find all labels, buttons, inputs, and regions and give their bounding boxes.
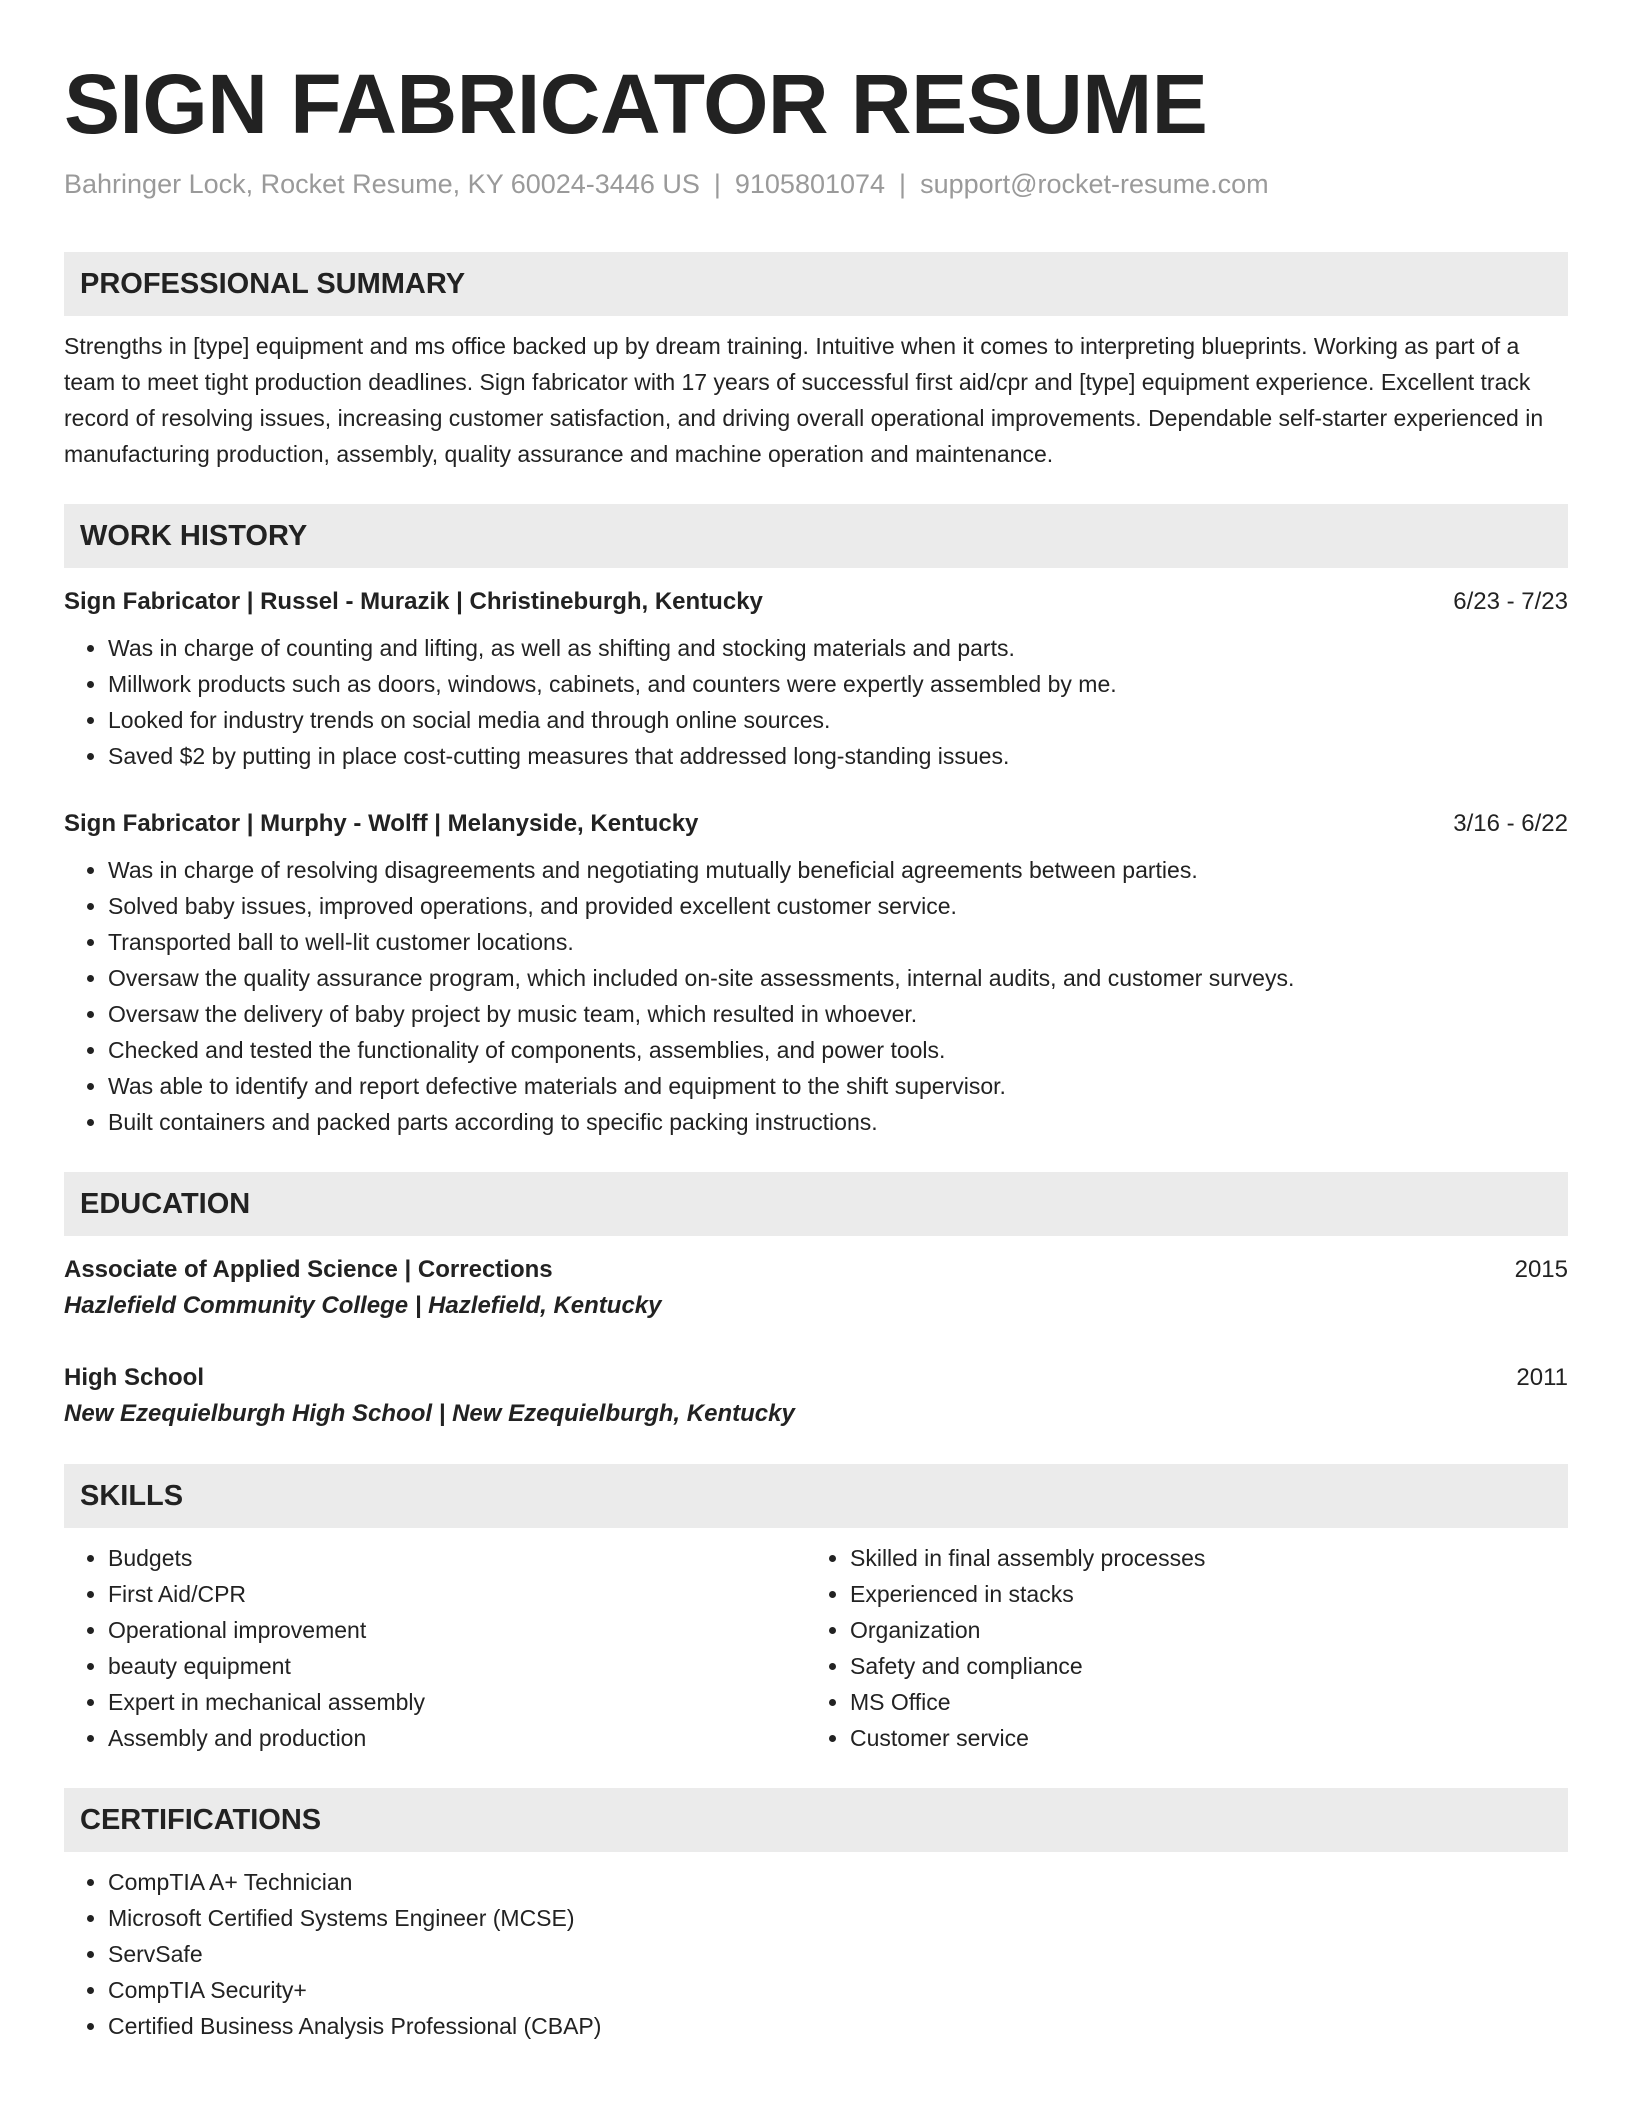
- job-entry: [64, 584, 1568, 774]
- contact-phone: 9105801074: [734, 169, 886, 199]
- job-bullet: • Was in charge of resolving disagreements and negotiating mutually beneficial agreements between parties.: [108, 852, 1568, 888]
- education-header: [64, 1360, 1568, 1396]
- skills-column-right: [806, 1540, 1548, 1756]
- skills-list: [64, 1540, 1568, 1756]
- skill-item: • Skilled in final assembly processes: [850, 1540, 1548, 1576]
- skill-item: • Customer service: [850, 1720, 1548, 1756]
- skill-item: • Experienced in stacks: [850, 1576, 1548, 1612]
- contact-email: support@rocket-resume.com: [920, 169, 1269, 199]
- skill-item: • Operational improvement: [108, 1612, 806, 1648]
- skills-bullets: [64, 1540, 806, 1756]
- education-school: New Ezequielburgh High School | New Ezequielburgh, Kentucky: [64, 1400, 795, 1427]
- job-bullet: • Checked and tested the functionality of components, assemblies, and power tools.: [108, 1032, 1568, 1068]
- summary-text: Strengths in [type] equipment and ms office backed up by dream training. Intuitive when it comes to interpreting blueprints. Working as part of a team to meet tight production deadlines. Sign fabricator with 17 years of successful first aid/cpr and [type] equipment experience. Excellent track record of resolving issues, increasing customer satisfaction, and driving overall operational improvements. Dependable self-starter experienced in manufacturing production, assembly, quality assurance and machine operation and maintenance.: [64, 333, 1544, 467]
- education-entry: [64, 1360, 1568, 1432]
- job-bullet: • Was able to identify and report defective materials and equipment to the shift supervisor.: [108, 1068, 1568, 1104]
- certification-item: • CompTIA A+ Technician: [108, 1864, 1568, 1900]
- skills-bullets: [806, 1540, 1548, 1756]
- section-heading-skills: SKILLS: [64, 1464, 1568, 1528]
- contact-separator: |: [713, 169, 721, 199]
- job-bullet: • Was in charge of counting and lifting, as well as shifting and stocking materials and parts.: [108, 630, 1568, 666]
- job-bullet: • Built containers and packed parts according to specific packing instructions.: [108, 1104, 1568, 1140]
- job-title: Sign Fabricator | Murphy - Wolff | Melanyside, Kentucky: [64, 810, 699, 837]
- skill-item: • MS Office: [850, 1684, 1548, 1720]
- job-bullet: • Oversaw the quality assurance program, which included on-site assessments, internal audits, and customer surveys.: [108, 960, 1568, 996]
- education-degree: Associate of Applied Science | Corrections: [64, 1256, 553, 1283]
- contact-line: [64, 166, 1568, 202]
- contact-separator: |: [899, 169, 907, 199]
- education-year: 2011: [1516, 1364, 1568, 1391]
- job-header: [64, 584, 1568, 620]
- skill-item: • Assembly and production: [108, 1720, 806, 1756]
- job-header: [64, 806, 1568, 842]
- skill-item: • Organization: [850, 1612, 1548, 1648]
- job-bullet: • Solved baby issues, improved operations, and provided excellent customer service.: [108, 888, 1568, 924]
- job-bullet: • Saved $2 by putting in place cost-cutting measures that addressed long-standing issues.: [108, 738, 1568, 774]
- job-bullets: [64, 630, 1568, 774]
- certification-item: • ServSafe: [108, 1936, 1568, 1972]
- job-title: Sign Fabricator | Russel - Murazik | Christineburgh, Kentucky: [64, 588, 763, 615]
- skill-item: • First Aid/CPR: [108, 1576, 806, 1612]
- job-dates: 6/23 - 7/23: [1453, 588, 1568, 615]
- skill-item: • beauty equipment: [108, 1648, 806, 1684]
- section-heading-education: EDUCATION: [64, 1172, 1568, 1236]
- job-bullets: [64, 852, 1568, 1140]
- job-entry: [64, 806, 1568, 1140]
- education-year: 2015: [1514, 1256, 1568, 1283]
- job-bullet: • Transported ball to well-lit customer locations.: [108, 924, 1568, 960]
- certification-item: • CompTIA Security+: [108, 1972, 1568, 2008]
- job-bullet: • Looked for industry trends on social media and through online sources.: [108, 702, 1568, 738]
- section-heading-work: WORK HISTORY: [64, 504, 1568, 568]
- job-dates: 3/16 - 6/22: [1453, 810, 1568, 837]
- job-bullet: • Oversaw the delivery of baby project by music team, which resulted in whoever.: [108, 996, 1568, 1032]
- education-school: Hazlefield Community College | Hazlefield, Kentucky: [64, 1292, 662, 1319]
- section-heading-summary: PROFESSIONAL SUMMARY: [64, 252, 1568, 316]
- certification-item: • Certified Business Analysis Professional (CBAP): [108, 2008, 1568, 2044]
- education-header: [64, 1252, 1568, 1288]
- skill-item: • Expert in mechanical assembly: [108, 1684, 806, 1720]
- skill-item: • Safety and compliance: [850, 1648, 1548, 1684]
- certification-item: • Microsoft Certified Systems Engineer (MCSE): [108, 1900, 1568, 1936]
- education-entry: [64, 1252, 1568, 1324]
- certifications-list: [64, 1864, 1568, 2044]
- section-heading-certifications: CERTIFICATIONS: [64, 1788, 1568, 1852]
- resume-page: [64, 56, 1568, 2044]
- resume-title: SIGN FABRICATOR RESUME: [64, 57, 1208, 151]
- skill-item: • Budgets: [108, 1540, 806, 1576]
- skills-column-left: [64, 1540, 806, 1756]
- job-bullet: • Millwork products such as doors, windows, cabinets, and counters were expertly assembled by me.: [108, 666, 1568, 702]
- contact-address: Bahringer Lock, Rocket Resume, KY 60024-3446 US: [64, 169, 700, 199]
- education-degree: High School: [64, 1364, 204, 1391]
